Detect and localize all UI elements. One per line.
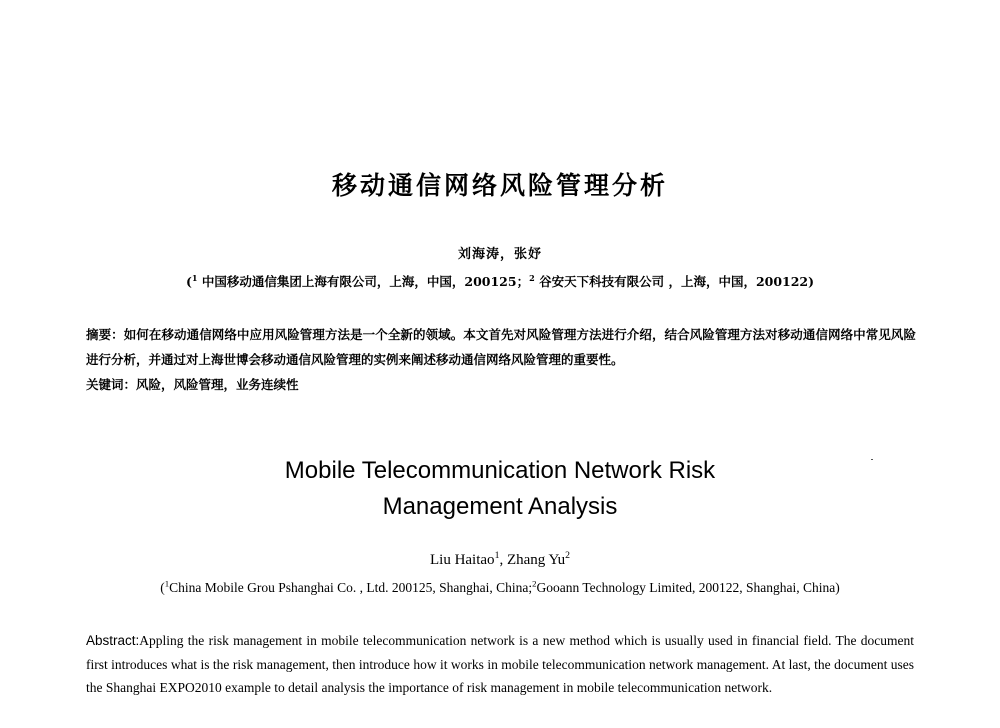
english-title [0,453,1000,525]
chinese-keywords [86,372,916,397]
english-author-1-sup: 1 [494,550,500,561]
affil-sup-2: 2 [529,272,535,283]
english-author-2: Zhang Yu [506,552,566,568]
english-authors [0,552,1000,569]
en-affil-open: ( [160,580,165,595]
english-author-2-sup: 2 [565,550,570,561]
affil-org-1: 中国移动通信集团上海有限公司，上海，中国，200125； [197,274,530,289]
en-affil-org-2: Gooann Technology Limited, 200122, Shanghai, China) [536,580,840,595]
english-abstract-label: Abstract: [86,633,140,648]
scan-speck [871,459,873,460]
english-author-sep: , [499,552,507,568]
chinese-keywords-label: 关键词： [86,377,137,392]
en-affil-sup-1: 1 [164,578,170,589]
affil-org-2: 谷安天下科技有限公司 ，上海，中国，200122) [534,274,815,289]
affil-open: ( [185,274,192,289]
chinese-abstract-label: 摘要： [86,327,124,342]
chinese-keywords-text: 风险，风险管理，业务连续性 [136,377,299,392]
chinese-abstract-text: 如何在移动通信网络中应用风险管理方法是一个全新的领域。本文首先对风险管理方法进行介绍，结合风险管理方法对移动通信网络中常见风险进行分析，并通过对上海世博会移动通信风险管理的实例来阐述移动通信网络风险管理的重要性。 [86,327,916,367]
english-affiliations [0,580,1000,596]
chinese-affiliations [0,272,1000,290]
english-abstract [86,629,914,700]
english-title-line-1: Mobile Telecommunication Network Risk [284,457,716,484]
english-abstract-text: Appling the risk management in mobile telecommunication network is a new method which is usually used in financial field. The document first introduces what is the risk management, then introduce how it works in mobile telecommunication network management. At last, the document uses the Shanghai EXPO2010 example to detail analysis the importance of risk management in mobile telecommunication network. [86,633,914,695]
chinese-authors: 刘海涛，张妤 [457,247,542,262]
chinese-abstract [86,322,916,372]
english-title-line-2: Management Analysis [382,493,618,520]
en-affil-org-1: China Mobile Grou Pshanghai Co. , Ltd. 200125, Shanghai, China; [169,580,533,595]
affil-sup-1: 1 [191,272,198,283]
chinese-title: 移动通信网络风险管理分析 [331,171,668,200]
en-affil-sup-2: 2 [532,578,537,589]
english-author-1: Liu Haitao [429,552,495,568]
